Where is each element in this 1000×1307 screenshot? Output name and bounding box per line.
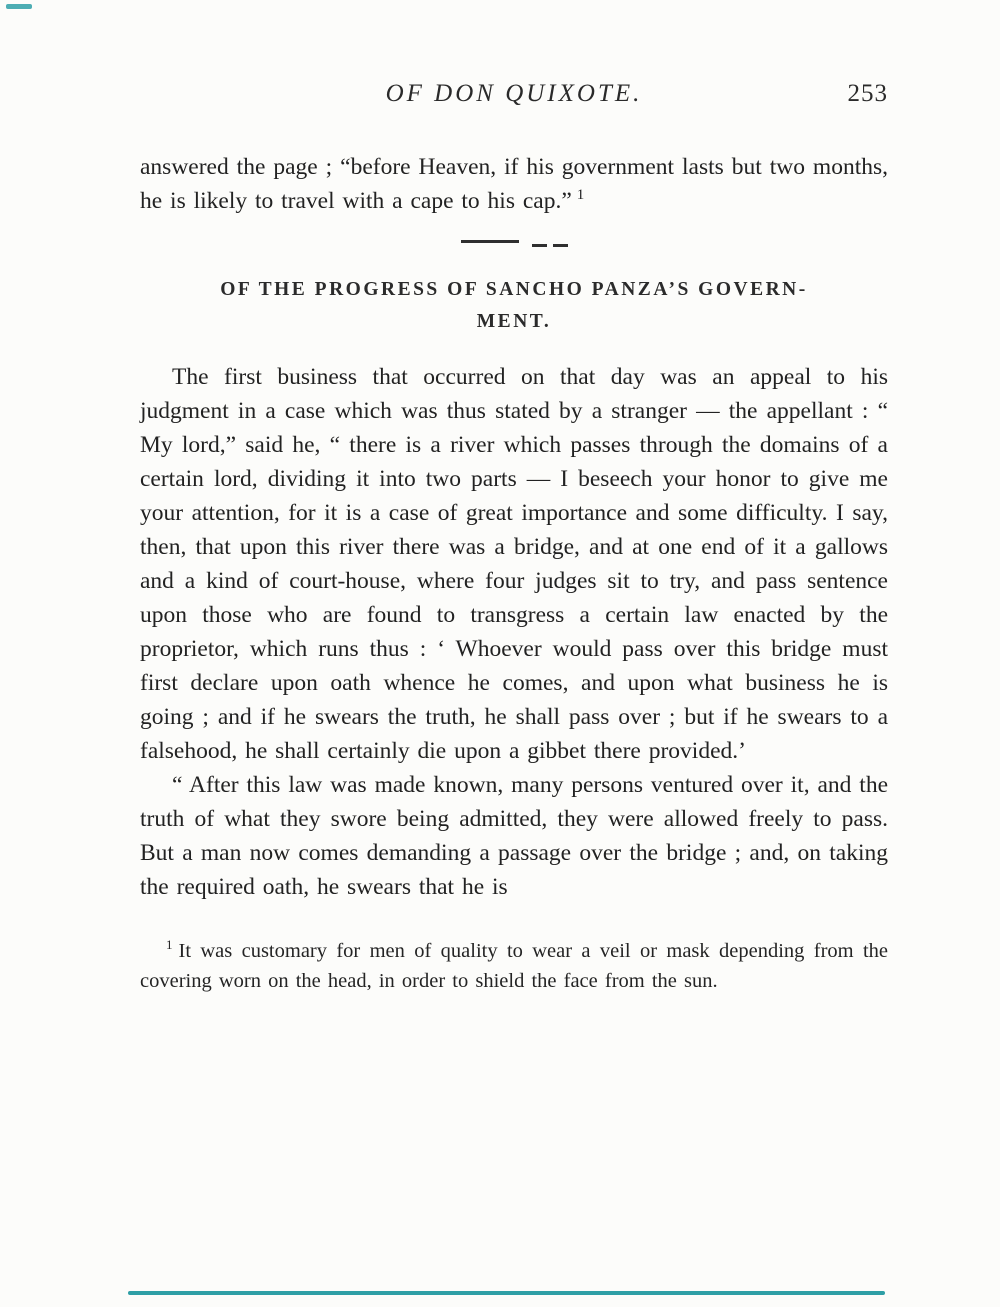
divider-short-dash (553, 244, 568, 247)
continuation-text: answered the page ; “before Heaven, if his government lasts but two months, he is likely to travel with a cape to his cap.” (140, 154, 888, 214)
scan-artifact-bottom-line (128, 1291, 885, 1295)
section-divider (140, 232, 888, 248)
continuation-paragraph (140, 150, 888, 218)
page-header (140, 80, 888, 116)
chapter-heading-line2: MENT. (476, 311, 552, 332)
footnote-reference: 1 (576, 187, 585, 204)
footnote-text: It was customary for men of quality to wear a veil or mask depending from the covering worn on the head, in order to shield the face from the sun. (140, 939, 888, 992)
footnote-marker: 1 (166, 937, 173, 952)
footnote (140, 930, 888, 996)
body-paragraph: “ After this law was made known, many persons ventured over it, and the truth of what they swore being admitted, they were allowed freely to pass. But a man now comes demanding a passage over the bridge ; and, on taking the required oath, he swears that he is (140, 772, 888, 900)
chapter-heading (140, 274, 888, 338)
divider-long-dash (461, 240, 519, 243)
divider-short-dash (532, 244, 547, 247)
running-title: OF DON QUIXOTE. (385, 80, 643, 107)
scan-artifact-top-left (6, 4, 32, 9)
body-paragraph: The first business that occurred on that day was an appeal to his judgment in a case which was thus stated by a stranger — the appellant : “ My lord,” said he, “ there is a river which passes through the domains of a certain lord, dividing it into two parts — I beseech your honor to give me your attention, for it is a case of great importance and some difficulty. I say, then, that upon this river there was a bridge, and at one end of it a gallows and a kind of court-house, where four judges sit to try, and pass sentence upon those who are found to transgress a certain law enacted by the proprietor, which runs thus : ‘ Whoever would pass over this bridge must first declare upon oath whence he comes, and upon what business he is going ; and if he swears the truth, he shall pass over ; but if he swears to a falsehood, he shall certainly die upon a gibbet there provided.’ (140, 364, 888, 764)
page-number: 253 (847, 80, 888, 107)
chapter-heading-line1: OF THE PROGRESS OF SANCHO PANZA’S GOVERN- (220, 279, 808, 300)
